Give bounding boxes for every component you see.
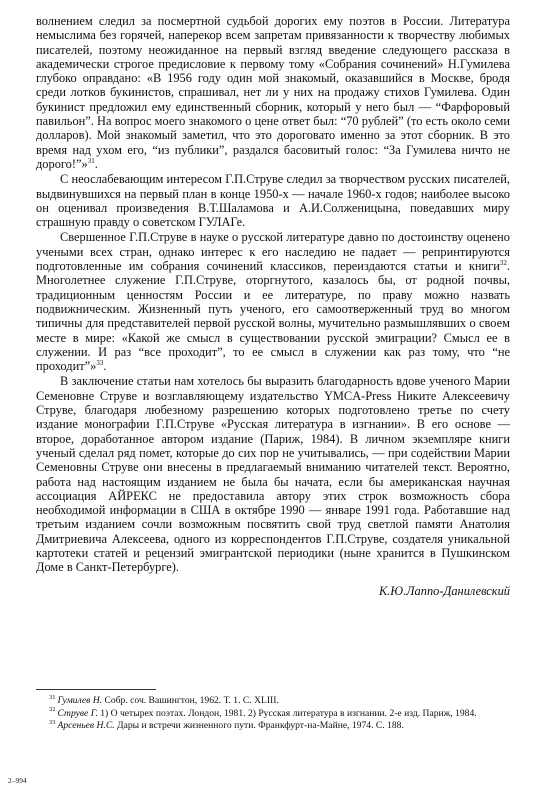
paragraph-text: . Многолетнее служение Г.П.Струве, оторгнутого, казалось бы, от родной почвы, традиционным ценностям России и ее литературе, по праву можно назвать подвижническим. Жизненный путь ученого, его самоотверженный труд во многом типичны для представителей первой русской волны, мучительно размышлявших о своем месте в мире: «Какой же смысл в существовании русской эмиграции? Смысл ее в служении. И раз “все проходит”, то ее смысл в служении как раз тому, что “не проходит”»: [36, 259, 510, 374]
paragraph: [36, 230, 510, 373]
footnote-number: 31: [49, 693, 56, 701]
author-signature: К.Ю.Лаппо-Данилевский: [378, 583, 510, 598]
main-text: [36, 14, 510, 599]
footnote-text: Дары и встречи жизненного пути. Франкфурт-на-Майне, 1974. С. 188.: [114, 720, 404, 732]
paragraph: [36, 172, 510, 229]
paragraph: [36, 14, 510, 171]
paragraph-text: .: [94, 156, 98, 171]
footnote-text: Собр. соч. Вашингтон, 1962. Т. 1. С. XLIII.: [102, 695, 279, 706]
paragraph-text: С неослабевающим интересом Г.П.Струве следил за творчеством русских писателей, выдвинувшихся на первый план в конце 1950-х — начале 1960-х годов; наиболее высоко он оценивал произведения В.Т.Шаламова и А.И.Солженицына, поведавших миру страшную правду о советском ГУЛАГе.: [36, 172, 510, 230]
footnote: [36, 695, 510, 707]
footnote-ref: 33: [96, 359, 104, 367]
body-paragraphs: [36, 14, 510, 575]
footnote-author: Струве Г.: [57, 707, 98, 719]
printer-signature-mark: 2–994: [8, 776, 27, 785]
paragraph-text: Свершенное Г.П.Струве в науке о русской литературе давно по достоинству оценено учеными всех стран, однако интерес к его наследию не падает — репринтируются подготовленные им собрания сочинений классиков, переиздаются статьи и книги: [36, 230, 510, 274]
footnote-text: 1) О четырех поэтах. Лондон, 1981. 2) Русская литература в изгнании. 2-е изд. Париж, 1984.: [97, 707, 477, 719]
footnote-author: Гумилев Н.: [57, 695, 103, 706]
paragraph-text: волнением следил за посмертной судьбой дорогих ему поэтов в России. Литература немыслима без горячей, наперекор всем запретам привязанности к творчеству любимых писателей, поэтому неожиданное на первый взгляд введение следующего рассказа в академически строгое предисловие к первому тому «Собрания сочинений» Н.Гумилева глубоко оправдано: «В 1956 году один мой знакомый, оказавшийся в Москве, бродя среди лотков букинистов, спрашивал, нет ли у них на продажу стихов Гумилева. Один букинист предложил ему единственный сборник, который у него был — “Фарфоровый павильон”. На вопрос моего знакомого о цене ответ был: “70 рублей” (то есть около семи долларов). Мой знакомый заметил, что это дороговато именно за этот сборник. В это время над ухом его, “из публики”, раздался басовитый голос: “За Гумилева ничто не дорого!”»: [36, 14, 510, 171]
footnote-author: Арсеньев Н.С.: [57, 720, 115, 732]
paragraph: [36, 374, 510, 574]
footnote-number: 33: [49, 719, 56, 726]
footnote-ref: 31: [87, 156, 95, 165]
footnote-number: 32: [49, 706, 56, 714]
paragraph-text: В заключение статьи нам хотелось бы выразить благодарность вдове ученого Марии Семеновне Струве и возглавляющему издательство YMCA-Press Никите Алексеевичу Струве, благодаря любезному разрешению которых подготовлено третье по счету издание монографии Г.П.Струве «Русская литература в изгнании». В его основе — второе, доработанное автором издание (Париж, 1984). В личном экземпляре книги ученый сделал ряд помет, которые до сих пор не учитывались, — при содействии Марии Семеновны Струве они внесены в предлагаемый вниманию читателей текст. Вероятно, работа над настоящим изданием не была бы начата, если бы американская научная ассоциация АЙРЕКС не предоставила автору этих строк возможность сбора необходимой информации в США в октябре 1990 — январе 1991 года. Работавшие над третьим изданием сочли возможным посвятить свой труд светлой памяти Анатолия Дмитриевича Алексеева, одного из корреспондентов Г.П.Струве, создателя уникальной картотеки статей и рецензий эмигрантской периодики (ныне хранится в Пушкинском Доме в Санкт-Петербурге).: [36, 374, 510, 575]
footnote: [36, 720, 510, 732]
footnote: [36, 708, 510, 720]
paragraph-text: .: [103, 359, 107, 374]
footnotes: [36, 695, 510, 733]
footnote-ref: 32: [499, 258, 507, 267]
footnote-divider: [36, 689, 156, 690]
